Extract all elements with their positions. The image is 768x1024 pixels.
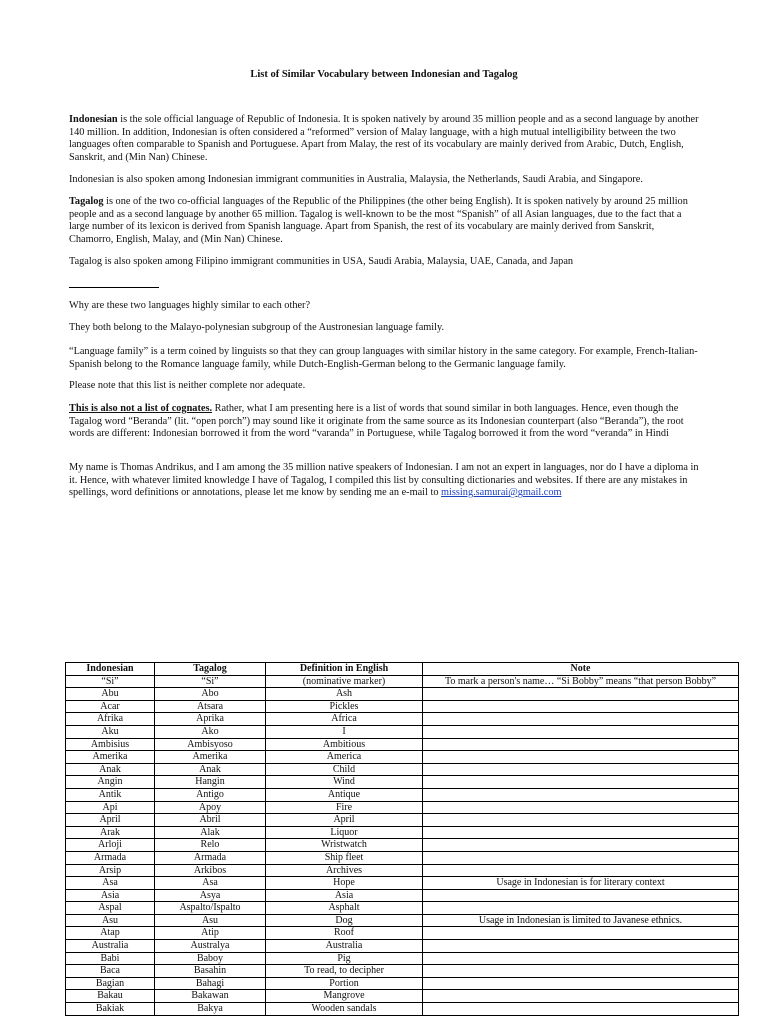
- note-cell: [423, 788, 739, 801]
- definition-cell: Asia: [266, 889, 423, 902]
- table-row: [66, 864, 739, 877]
- table-row: [66, 763, 739, 776]
- indonesian-cell: Asu: [66, 914, 155, 927]
- paragraph-indonesian: [69, 114, 699, 164]
- tagalog-cell: Ambisyoso: [155, 738, 266, 751]
- note-cell: Usage in Indonesian is limited to Javanese ethnics.: [423, 914, 739, 927]
- note-cell: [423, 940, 739, 953]
- tagalog-cell: Relo: [155, 839, 266, 852]
- table-row: [66, 738, 739, 751]
- note-cell: [423, 688, 739, 701]
- indonesian-cell: Atap: [66, 927, 155, 940]
- table-row: [66, 1003, 739, 1016]
- tagalog-cell: Australya: [155, 940, 266, 953]
- note-cell: Usage in Indonesian is for literary context: [423, 877, 739, 890]
- table-header-row: [66, 663, 739, 676]
- table-row: [66, 965, 739, 978]
- note-incomplete: Please note that this list is neither complete nor adequate.: [69, 380, 306, 391]
- definition-cell: Dog: [266, 914, 423, 927]
- indonesian-cell: Bakiak: [66, 1003, 155, 1016]
- note-cell: [423, 700, 739, 713]
- tagalog-cell: Bakya: [155, 1003, 266, 1016]
- definition-cell: Pig: [266, 952, 423, 965]
- table-row: [66, 940, 739, 953]
- tagalog-cell: Asu: [155, 914, 266, 927]
- note-cell: To mark a person's name… “Si Bobby” means “that person Bobby”: [423, 675, 739, 688]
- indonesian-cell: Antik: [66, 788, 155, 801]
- indonesian-cell: Aspal: [66, 902, 155, 915]
- note-cell: [423, 738, 739, 751]
- table-row: [66, 927, 739, 940]
- indonesian-cell: Bakau: [66, 990, 155, 1003]
- table-row: [66, 725, 739, 738]
- indonesian-cell: April: [66, 814, 155, 827]
- definition-cell: Hope: [266, 877, 423, 890]
- indonesian-cell: Aku: [66, 725, 155, 738]
- author-text: My name is Thomas Andrikus, and I am among the 35 million native speakers of Indonesian. I am not an expert in languages, nor do I have a diploma in it. Hence, with whatever limited knowledge I have of Tagalog, I compiled this list by consulting dictionaries and websites. If there are any mistakes in spellings, word definitions or annotations, please let me know by sending me an e-mail to: [69, 462, 699, 499]
- paragraph-tagalog-communities: Tagalog is also spoken among Filipino immigrant communities in USA, Saudi Arabia, Malaysia, UAE, Canada, and Japan: [69, 256, 574, 267]
- not-cognates-text: Rather, what I am presenting here is a list of words that sound similar in both languages. Hence, even though the Tagalog word “Beranda” (lit. “open porch”) may sound like it originate from the same source as its Indonesian counterpart (also “Beranda”), the root words are different: Indonesian borrowed it from the word “varanda” in Portuguese, while Tagalog borrowed it from the word “veranda” in Hindi: [69, 403, 684, 440]
- document-title: List of Similar Vocabulary between Indonesian and Tagalog: [250, 69, 518, 80]
- note-cell: [423, 826, 739, 839]
- indonesian-cell: Armada: [66, 851, 155, 864]
- note-cell: [423, 713, 739, 726]
- table-row: [66, 801, 739, 814]
- table-row: [66, 977, 739, 990]
- definition-cell: Wind: [266, 776, 423, 789]
- definition-cell: America: [266, 751, 423, 764]
- definition-cell: Wooden sandals: [266, 1003, 423, 1016]
- indonesian-cell: Arloji: [66, 839, 155, 852]
- section-divider: [69, 287, 159, 288]
- note-cell: [423, 776, 739, 789]
- table-row: [66, 889, 739, 902]
- indonesian-term: Indonesian: [69, 114, 118, 125]
- paragraph-tagalog: [69, 196, 699, 246]
- definition-cell: Australia: [266, 940, 423, 953]
- tagalog-cell: Anak: [155, 763, 266, 776]
- tagalog-cell: Apoy: [155, 801, 266, 814]
- indonesian-cell: Asa: [66, 877, 155, 890]
- tagalog-cell: Hangin: [155, 776, 266, 789]
- tagalog-description: is one of the two co-official languages of the Republic of the Philippines (the other being English). It is spoken natively by around 25 million people and as a second language by another 65 million. Tagalog is well-known to be the most “Spanish” of all Asian languages, due to the fact that a large number of its lexicon is derived from Spanish language. Apart from Spanish, the rest of its vocabulary are mainly derived from Sanskrit, Chamorro, English, Malay, and (Min Nan) Chinese.: [69, 196, 688, 245]
- note-cell: [423, 725, 739, 738]
- note-cell: [423, 751, 739, 764]
- definition-cell: Pickles: [266, 700, 423, 713]
- header-definition: Definition in English: [266, 663, 423, 676]
- note-cell: [423, 902, 739, 915]
- definition-cell: Child: [266, 763, 423, 776]
- indonesian-cell: Australia: [66, 940, 155, 953]
- tagalog-term: Tagalog: [69, 196, 104, 207]
- tagalog-cell: Amerika: [155, 751, 266, 764]
- indonesian-cell: Ambisius: [66, 738, 155, 751]
- note-cell: [423, 851, 739, 864]
- indonesian-cell: Afrika: [66, 713, 155, 726]
- indonesian-cell: Arak: [66, 826, 155, 839]
- table-row: [66, 713, 739, 726]
- definition-cell: Ambitious: [266, 738, 423, 751]
- table-row: [66, 990, 739, 1003]
- tagalog-cell: Arkibos: [155, 864, 266, 877]
- note-cell: [423, 1003, 739, 1016]
- not-cognates-heading: This is also not a list of cognates.: [69, 403, 213, 414]
- definition-cell: Africa: [266, 713, 423, 726]
- note-cell: [423, 990, 739, 1003]
- note-cell: [423, 801, 739, 814]
- note-cell: [423, 952, 739, 965]
- header-tagalog: Tagalog: [155, 663, 266, 676]
- table-row: [66, 788, 739, 801]
- email-link[interactable]: missing.samurai@gmail.com: [441, 487, 562, 499]
- table-body: [66, 675, 739, 1015]
- definition-cell: Ash: [266, 688, 423, 701]
- definition-cell: Wristwatch: [266, 839, 423, 852]
- definition-cell: I: [266, 725, 423, 738]
- tagalog-cell: Bahagi: [155, 977, 266, 990]
- indonesian-cell: Asia: [66, 889, 155, 902]
- tagalog-cell: Armada: [155, 851, 266, 864]
- indonesian-cell: Api: [66, 801, 155, 814]
- paragraph-indonesian-communities: Indonesian is also spoken among Indonesian immigrant communities in Australia, Malaysia, the Netherlands, Saudi Arabia, and Singapore.: [69, 174, 643, 185]
- tagalog-cell: Alak: [155, 826, 266, 839]
- note-cell: [423, 977, 739, 990]
- table-row: [66, 688, 739, 701]
- table-row: [66, 814, 739, 827]
- indonesian-cell: Abu: [66, 688, 155, 701]
- definition-cell: (nominative marker): [266, 675, 423, 688]
- table-row: [66, 902, 739, 915]
- note-cell: [423, 814, 739, 827]
- indonesian-cell: Baca: [66, 965, 155, 978]
- tagalog-cell: Bakawan: [155, 990, 266, 1003]
- note-cell: [423, 839, 739, 852]
- tagalog-cell: Antigo: [155, 788, 266, 801]
- note-cell: [423, 763, 739, 776]
- tagalog-cell: Aspalto/Ispalto: [155, 902, 266, 915]
- definition-cell: To read, to decipher: [266, 965, 423, 978]
- definition-cell: Liquor: [266, 826, 423, 839]
- table-row: [66, 751, 739, 764]
- indonesian-cell: Arsip: [66, 864, 155, 877]
- tagalog-cell: “Si”: [155, 675, 266, 688]
- indonesian-cell: Bagian: [66, 977, 155, 990]
- indonesian-cell: Babi: [66, 952, 155, 965]
- tagalog-cell: Baboy: [155, 952, 266, 965]
- indonesian-cell: “Si”: [66, 675, 155, 688]
- table-row: [66, 851, 739, 864]
- table-row: [66, 839, 739, 852]
- tagalog-cell: Abril: [155, 814, 266, 827]
- table-row: [66, 877, 739, 890]
- note-cell: [423, 889, 739, 902]
- definition-cell: Ship fleet: [266, 851, 423, 864]
- tagalog-cell: Asa: [155, 877, 266, 890]
- paragraph-author: [69, 462, 699, 500]
- table-row: [66, 952, 739, 965]
- tagalog-cell: Asya: [155, 889, 266, 902]
- indonesian-cell: Anak: [66, 763, 155, 776]
- indonesian-cell: Amerika: [66, 751, 155, 764]
- tagalog-cell: Ako: [155, 725, 266, 738]
- paragraph-not-cognates: [69, 403, 699, 441]
- answer-language-family: They both belong to the Malayo-polynesian subgroup of the Austronesian language family.: [69, 322, 445, 333]
- definition-cell: Archives: [266, 864, 423, 877]
- table-row: [66, 675, 739, 688]
- note-cell: [423, 965, 739, 978]
- indonesian-cell: Angin: [66, 776, 155, 789]
- paragraph-language-family: “Language family” is a term coined by linguists so that they can group languages with similar history in the same category. For example, French-Italian-Spanish belong to the Romance language family, while Dutch-English-German belong to the Germanic language family.: [69, 346, 698, 370]
- question-similarity: Why are these two languages highly similar to each other?: [69, 300, 311, 311]
- table-row: [66, 914, 739, 927]
- indonesian-cell: Acar: [66, 700, 155, 713]
- definition-cell: April: [266, 814, 423, 827]
- definition-cell: Antique: [266, 788, 423, 801]
- vocabulary-table: [65, 662, 739, 1016]
- note-cell: [423, 927, 739, 940]
- definition-cell: Roof: [266, 927, 423, 940]
- header-note: Note: [423, 663, 739, 676]
- definition-cell: Portion: [266, 977, 423, 990]
- tagalog-cell: Abo: [155, 688, 266, 701]
- definition-cell: Fire: [266, 801, 423, 814]
- tagalog-cell: Atip: [155, 927, 266, 940]
- tagalog-cell: Basahin: [155, 965, 266, 978]
- table-row: [66, 776, 739, 789]
- table-row: [66, 826, 739, 839]
- tagalog-cell: Aprika: [155, 713, 266, 726]
- tagalog-cell: Atsara: [155, 700, 266, 713]
- definition-cell: Asphalt: [266, 902, 423, 915]
- definition-cell: Mangrove: [266, 990, 423, 1003]
- table-row: [66, 700, 739, 713]
- header-indonesian: Indonesian: [66, 663, 155, 676]
- note-cell: [423, 864, 739, 877]
- indonesian-description: is the sole official language of Republic of Indonesia. It is spoken natively by around 35 million people and as a second language by another 140 million. In addition, Indonesian is often considered a “reformed” version of Malay language, with a high mutual intelligibility between the two languages often comparable to Spanish and Portuguese. Apart from Malay, the rest of its vocabulary are mainly derived from Arabic, Dutch, English, Sanskrit, and (Min Nan) Chinese.: [69, 114, 699, 163]
